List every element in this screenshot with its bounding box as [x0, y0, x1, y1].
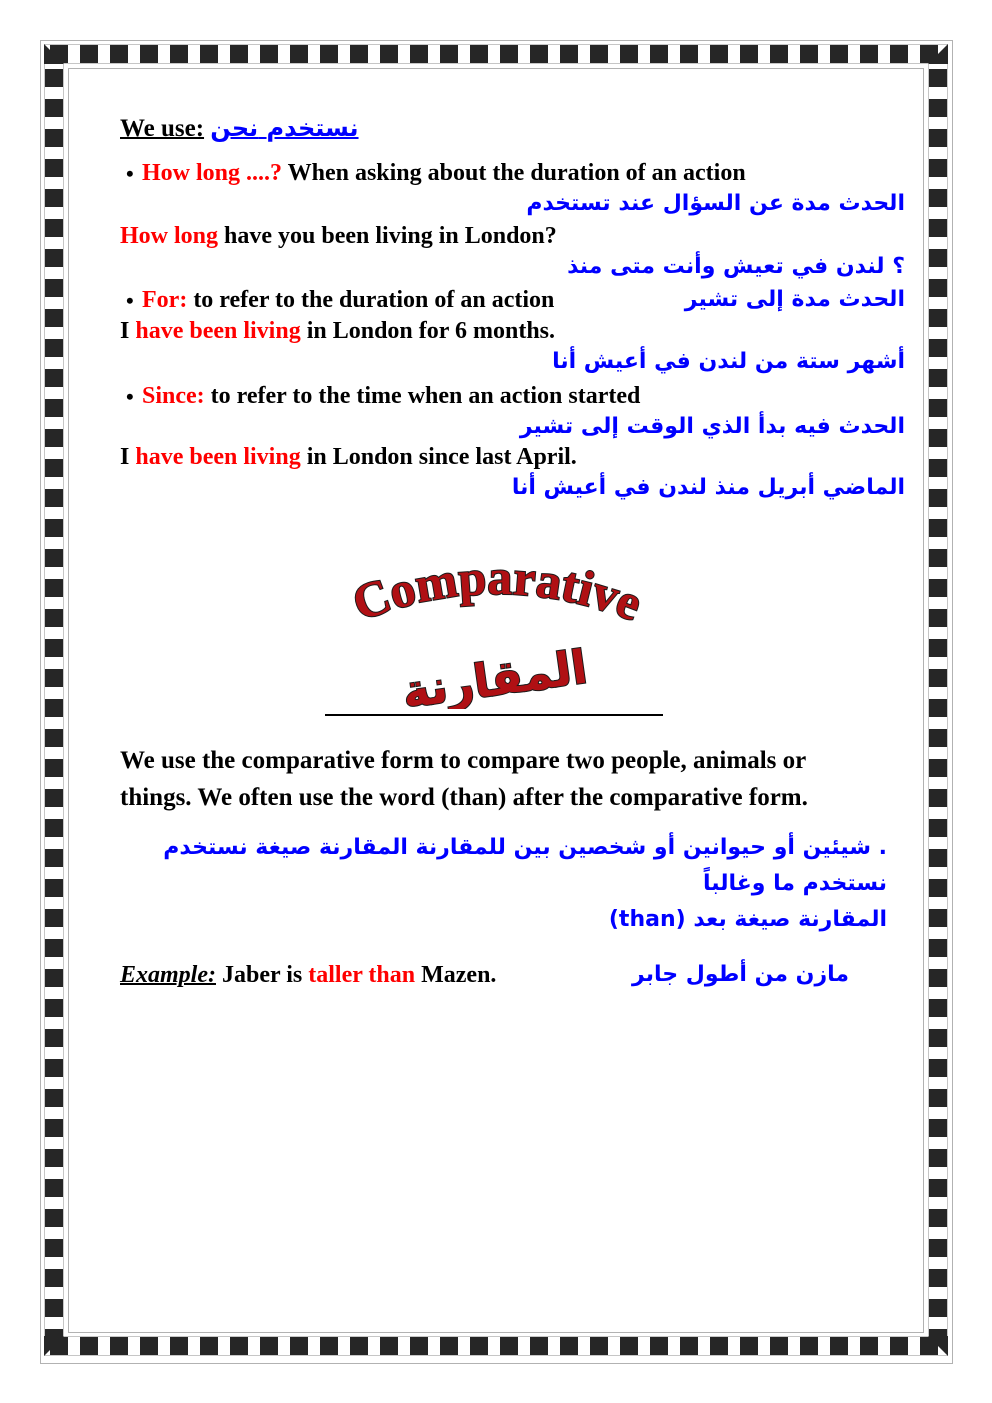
bullet-for — [120, 285, 905, 316]
arabic-paragraph-line-1: نستخدم صيغة المقارنة للمقارنة بين شخصين أو حيوانين أو شيئين . وغالباً ما نستخدم — [163, 835, 887, 896]
how-long-rest: When asking about the duration of an action — [287, 160, 746, 186]
arabic-since-example: أنا أعيش في لندن منذ أبريل الماضي — [511, 475, 905, 500]
for-rest: to refer to the duration of an action — [193, 287, 555, 313]
horizontal-divider — [325, 714, 663, 716]
checkered-border-top — [44, 44, 948, 64]
paragraph-line-2: things. We often use the word (than) after the comparative form. — [120, 784, 808, 811]
s2-red: have been living — [135, 444, 301, 470]
example-line — [120, 960, 905, 991]
bullet-icon: • — [126, 288, 134, 313]
bullet-since — [120, 381, 905, 412]
checkered-border-left — [44, 63, 64, 1337]
sentence-since-example — [120, 442, 905, 473]
paragraph-line-1: We use the comparative form to compare two people, animals or — [120, 747, 807, 774]
for-red: For: — [142, 287, 188, 313]
s1-rest: in London for 6 months. — [306, 318, 555, 344]
title-we-use: We use: — [120, 115, 205, 142]
arabic-since-note: تشير إلى الوقت الذي بدأ فيه الحدث — [519, 414, 905, 439]
bullet-icon: • — [126, 161, 134, 186]
wordart-arabic: المقارنة — [398, 639, 591, 709]
bullet-for-text — [142, 285, 554, 316]
example-pre: Jaber is — [222, 962, 303, 988]
checkered-border-right — [928, 63, 948, 1337]
bullet-how-long — [120, 158, 905, 189]
sentence-how-long-question — [120, 221, 905, 252]
section-title — [120, 112, 905, 146]
wordart-english: Comparative — [345, 548, 650, 632]
q-rest: have you been living in London? — [224, 223, 557, 249]
comparative-paragraph — [120, 742, 905, 816]
wordart-svg — [306, 543, 688, 709]
bullet-since-text — [142, 381, 640, 412]
s1-red: have been living — [135, 318, 301, 344]
how-long-red: How long ....? — [142, 160, 283, 186]
arabic-example: جابر أطول من مازن — [632, 962, 849, 987]
sentence-for-example — [120, 316, 905, 347]
example-text — [120, 960, 496, 991]
wordart-comparative — [306, 543, 688, 714]
s1-pre: I — [120, 318, 130, 344]
arabic-comparative-paragraph — [120, 830, 905, 938]
example-post: Mazen. — [421, 962, 497, 988]
example-red: taller than — [308, 962, 416, 988]
arabic-how-long-question: منذ متى وأنت تعيش في لندن ؟ — [567, 254, 905, 279]
arabic-for-note: تشير إلى مدة الحدث — [684, 287, 905, 312]
q-red: How long — [120, 223, 219, 249]
s2-rest: in London since last April. — [306, 444, 577, 470]
s2-pre: I — [120, 444, 130, 470]
since-red: Since: — [142, 383, 205, 409]
arabic-how-long-note: تستخدم عند السؤال عن مدة الحدث — [526, 191, 905, 216]
bullet-icon: • — [126, 384, 134, 409]
example-label: Example: — [120, 962, 216, 988]
since-rest: to refer to the time when an action started — [210, 383, 641, 409]
arabic-paragraph-line-2: (than) بعد صيغة المقارنة — [608, 907, 887, 932]
page-content — [120, 68, 905, 991]
title-we-use-arabic: نحن نستخدم — [210, 114, 359, 142]
checkered-border-bottom — [44, 1336, 948, 1356]
arabic-for-example: أنا أعيش في لندن من ستة أشهر — [552, 349, 905, 374]
bullet-how-long-text — [142, 158, 746, 189]
